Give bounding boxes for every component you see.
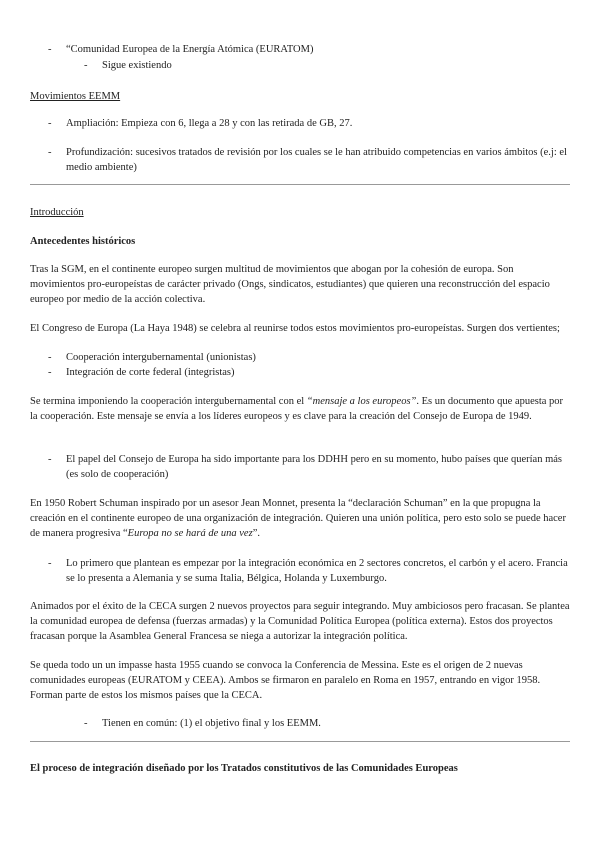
vertiente-integristas: Integración de corte federal (integristas)	[66, 367, 235, 378]
paragraph	[30, 394, 570, 424]
bullet-dash: -	[48, 352, 52, 363]
bullet-dash: -	[48, 147, 52, 158]
list-item	[48, 452, 570, 482]
bullet-dash: -	[84, 718, 88, 729]
bullet-dash: -	[84, 60, 88, 71]
divider	[30, 184, 570, 185]
paragraph: El Congreso de Europa (La Haya 1948) se celebra al reunirse todos estos movimientos pro-europeístas. Surgen dos vertientes;	[30, 323, 560, 334]
text-run: En 1950 Robert Schuman inspirado por un asesor Jean Monnet, presenta la “declaración Schuman” en la que propugna la creación en el continente europeo de una organización de integración. Quieren una unión política, pero esto solo se puede hacer de manera progresiva “	[30, 498, 566, 539]
text-run: . Es un documento que apuesta por la cooperación. Este mensaje se envía a los líderes europeos y es clave para la creación del Consejo de Europa de 1949.	[30, 396, 564, 422]
vertiente-unionistas: Cooperación intergubernamental (unionistas)	[66, 352, 256, 363]
ceca-item: Lo primero que plantean es empezar por la integración económica en 2 sectores concretos, el carbón y el acero. Francia se lo presenta a Alemania y se suma Italia, Bélgica, Holanda y Luxemburgo.	[66, 558, 568, 584]
list-item	[48, 365, 568, 380]
section-heading-movimientos: Movimientos EEMM	[30, 91, 121, 102]
text-run: Se termina imponiendo la cooperación intergubernamental con el	[30, 396, 307, 407]
euratom-subitem: Sigue existiendo	[102, 60, 172, 71]
euratom-item: “Comunidad Europea de la Energía Atómica (EURATOM)	[66, 44, 314, 55]
comun-item: Tienen en común: (1) el objetivo final y los EEMM.	[102, 718, 321, 729]
section-heading-introduccion: Introducción	[30, 207, 84, 218]
bullet-dash: -	[48, 44, 52, 55]
subheading-antecedentes: Antecedentes históricos	[30, 236, 136, 247]
consejo-europa-item: El papel del Consejo de Europa ha sido importante para los DDHH pero en su momento, hubo países que querían más (es solo de cooperación)	[66, 454, 563, 480]
italic-quote: Europa no se hará de una vez	[127, 528, 253, 539]
profundizacion-item: Profundización: sucesivos tratados de revisión por los cuales se le han atribuido competencias en varios ámbitos (e.j: el medio ambiente)	[66, 147, 567, 173]
bullet-dash: -	[48, 558, 52, 569]
bullet-dash: -	[48, 118, 52, 129]
text-run: ”.	[252, 528, 260, 539]
paragraph: Tras la SGM, en el continente europeo surgen multitud de movimientos que abogan por la cohesión de europa. Son movimientos pro-europeístas de carácter privado (Ongs, sindicatos, estudiantes) que quieren una reconstrucción del espacio europeo por medio de la acción colectiva.	[30, 264, 550, 305]
list-item	[48, 145, 570, 175]
list-item	[48, 42, 568, 57]
paragraph	[30, 496, 570, 541]
ampliacion-item: Ampliación: Empieza con 6, llega a 28 y con las retirada de GB, 27.	[66, 118, 353, 129]
bullet-dash: -	[48, 454, 52, 465]
paragraph: Animados por el éxito de la CECA surgen 2 nuevos proyectos para seguir integrando. Muy ambiciosos pero fracasan. Se plantea la comunidad europea de defensa (fuerzas armadas) y la Comunidad Política Europea (política externa). Estos dos proyectos fracasan porque la Asamblea General Francesa se niega a autorizar la integración política.	[30, 601, 570, 642]
paragraph: Se queda todo un un impasse hasta 1955 cuando se convoca la Conferencia de Messina. Este es el origen de 2 nuevas comunidades europeas (EURATOM y CEEA). Ambos se firmaron en paralelo en Roma en 1957, entrando en vigor 1958. Forman parte de estos los mismos países que la CECA.	[30, 660, 541, 701]
section-heading-proceso: El proceso de integración diseñado por los Tratados constitutivos de las Comunidades Europeas	[30, 763, 458, 774]
divider	[30, 741, 570, 742]
list-item	[48, 350, 568, 365]
list-item	[48, 556, 570, 586]
italic-quote: “mensaje a los europeos”	[306, 396, 417, 407]
bullet-dash: -	[48, 367, 52, 378]
list-item	[84, 716, 564, 731]
list-item	[48, 116, 570, 131]
list-item	[84, 58, 564, 73]
